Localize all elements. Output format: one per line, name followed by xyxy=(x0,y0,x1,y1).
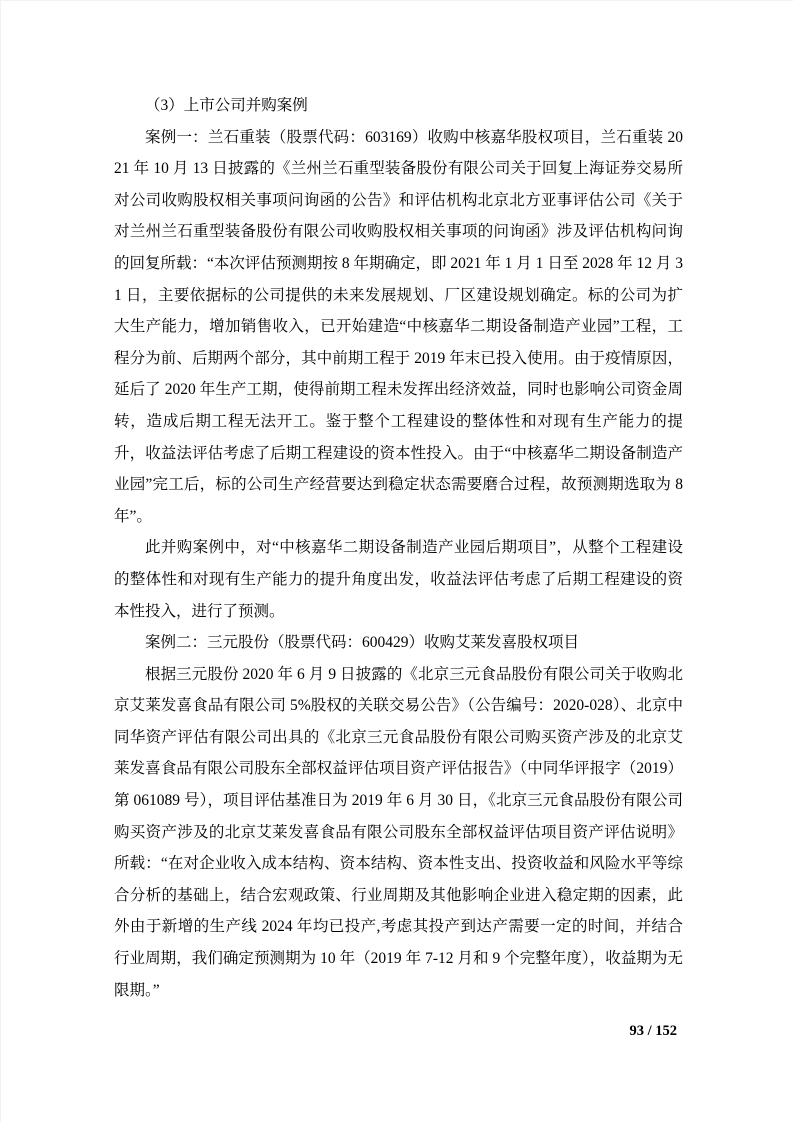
paragraph-case2-title: 案例二：三元股份（股票代码：600429）收购艾莱发喜股权项目 xyxy=(145,634,580,652)
paragraph-case1-summary: 此并购案例中，对“中核嘉华二期设备制造产业园后期项目”，从整个工程建设的整体性和对现有生产能力的提升角度出发，收益法评估考虑了后期工程建设的资本性投入，进行了预测。 xyxy=(114,539,683,620)
page-number: 93 / 152 xyxy=(629,1023,677,1039)
paragraph-case2: 根据三元股份 2020 年 6 月 9 日披露的《北京三元食品股份有限公司关于收购北京艾莱发喜食品有限公司 5%股权的关联交易公告》（公告编号：2020-028）、北京中同华资产评估有限公司出具的《北京三元食品股份有限公司购买资产涉及的北京艾莱发喜食品有限公司股东全部权益评估项目资产评估报告》（中同华评报字（2019） 第 061089 号），项目评估基准日为 2019 年 6 月 30 日，《北京三元食品股份有限公司购买资产涉及的北京艾莱发喜食品有限公司股东全部权益评估项目资产评估说明》所载：“在对企业收入成本结构、资本结构、资本性支出、投资收益和风险水平等综合分析的基础上，结合宏观政策、行业周期及其他影响企业进入稳定期的因素，此外由于新增的生产线 2024 年均已投产,考虑其投产到达产需要一定的时间，并结合行业周期，我们确定预测期为 10 年（2019 年 7-12 月和 9 个完整年度），收益期为无限期。” xyxy=(114,665,683,999)
section-heading: （3）上市公司并购案例 xyxy=(145,97,308,114)
page-content xyxy=(114,90,683,1006)
paragraph-case1: 案例一：兰石重装（股票代码：603169）收购中核嘉华股权项目，兰石重装 2021 年 10 月 13 日披露的《兰州兰石重型装备股份有限公司关于回复上海证券交易所对公司收购股权相关事项问询函的公告》和评估机构北京北方亚事评估公司《关于对兰州兰石重型装备股份有限公司收购股权相关事项的问询函》涉及评估机构问询的回复所载：“本次评估预测期按 8 年期确定，即 2021 年 1 月 1 日至 2028 年 12 月 31 日，主要依据标的公司提供的未来发展规划、厂区建设规划确定。标的公司为扩大生产能力，增加销售收入，已开始建造“中核嘉华二期设备制造产业园”工程，工程分为前、后期两个部分，其中前期工程于 2019 年末已投入使用。由于疫情原因，延后了 2020 年生产工期，使得前期工程未发挥出经济效益，同时也影响公司资金周转，造成后期工程无法开工。鉴于整个工程建设的整体性和对现有生产能力的提升，收益法评估考虑了后期工程建设的资本性投入。由于“中核嘉华二期设备制造产业园”完工后，标的公司生产经营要达到稳定状态需要磨合过程，故预测期选取为 8 年”。 xyxy=(114,128,683,525)
